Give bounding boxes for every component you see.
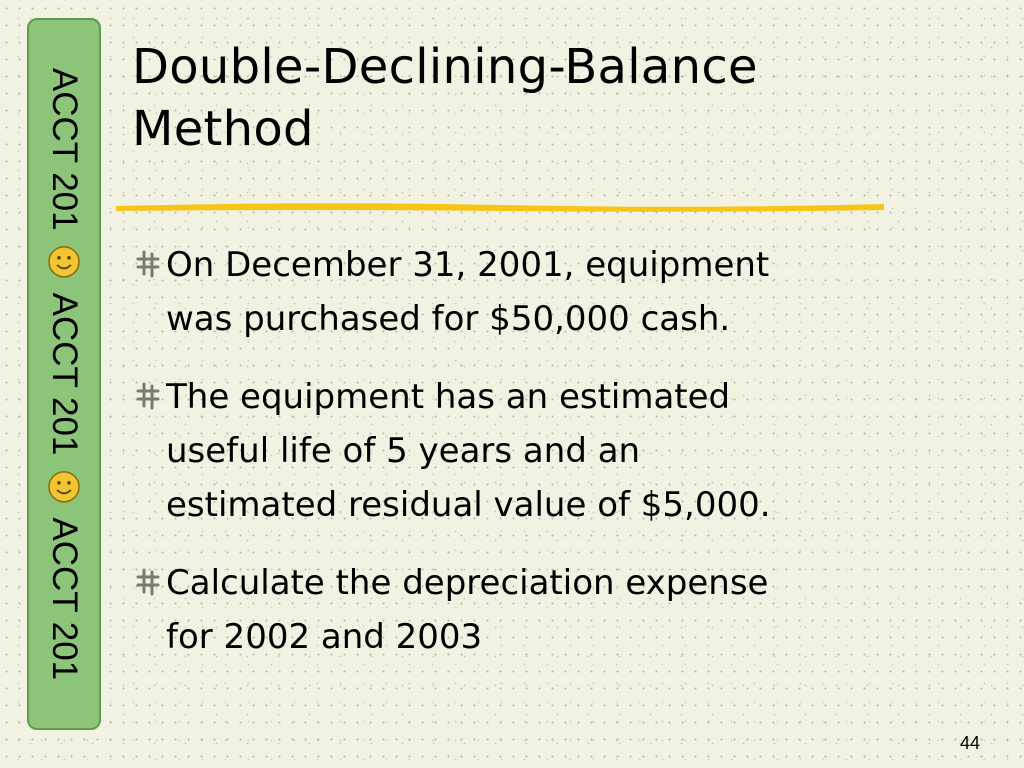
bullet-line: was purchased for $50,000 cash. [166,299,731,339]
side-banner [27,18,101,730]
bullet-line: The equipment has an estimated [166,377,731,417]
bullet-item [132,556,1002,664]
page-number: 44 [959,733,980,753]
bullet-text [166,238,769,346]
bullet-line: estimated residual value of $5,000. [166,485,771,525]
banner-label: ACCT 201 [45,67,84,231]
bullet-item [132,238,1002,346]
smiley-icon [47,469,81,503]
bullet-line: useful life of 5 years and an [166,431,641,471]
bullet-line: On December 31, 2001, equipment [166,245,770,285]
bullet-line: Calculate the depreciation expense [166,563,769,603]
pushpin-icon [132,248,166,288]
banner-label: ACCT 201 [45,517,84,681]
bullet-list [132,238,1002,688]
bullet-text [166,556,768,664]
bullet-item [132,370,1002,532]
title-underline [112,195,888,217]
slide-title [132,36,758,160]
pushpin-icon [132,380,166,420]
pushpin-icon [132,566,166,606]
title-line: Method [132,101,314,157]
smiley-icon [47,245,81,279]
bullet-line: for 2002 and 2003 [166,617,483,657]
banner-label: ACCT 201 [45,292,84,456]
title-line: Double-Declining-Balance [132,39,758,95]
bullet-text [166,370,771,532]
